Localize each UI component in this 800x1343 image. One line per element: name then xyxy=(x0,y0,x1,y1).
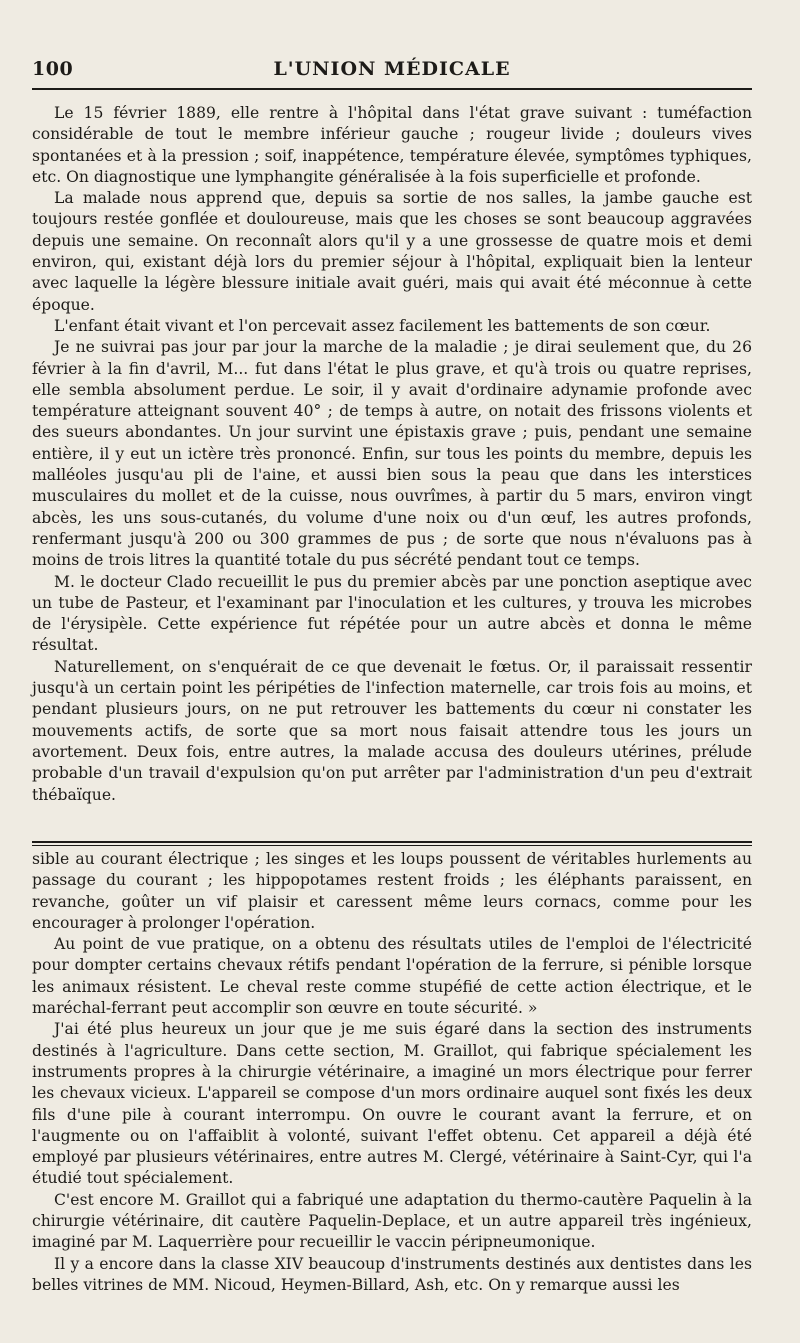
article-paragraph: Je ne suivrai pas jour par jour la marche de la maladie ; je dirai seulement que, du 26 février à la fin d'avril, M... fut dans l'état le plus grave, et qu'à trois ou quatre reprises, elle sembla absolument perdue. Le soir, il y avait d'ordinaire adynamie profonde avec température atteignant souvent 40° ; de temps à autre, on notait des frissons violents et des sueurs abondantes. Un jour survint une épistaxis grave ; puis, pendant une semaine entière, il y eut un ictère très prononcé. Enfin, sur tous les points du membre, depuis les malléoles jusqu'au pli de l'aine, et aussi bien sous la peau que dans les interstices musculaires du mollet et de la cuisse, nous ouvrîmes, à partir du 5 mars, environ vingt abcès, les uns sous-cutanés, du volume d'une noix ou d'un œuf, les autres profonds, renfermant jusqu'à 200 ou 300 grammes de pus ; de sorte que nous n'évaluons pas à moins de trois litres la quantité totale du pus sécrété pendant tout ce temps. xyxy=(32,338,752,570)
article-paragraph: L'enfant était vivant et l'on percevait assez facilement les battements de son cœur. xyxy=(54,316,711,335)
page-number: 100 xyxy=(32,58,74,80)
article-paragraph: J'ai été plus heureux un jour que je me suis égaré dans la section des instruments destinés à l'agriculture. Dans cette section, M. Graillot, qui fabrique spécialement les instruments propres à la chirurgie vétérinaire, a imaginé un mors électrique pour ferrer les chevaux vicieux. L'appareil se compose d'un mors ordinaire auquel sont fixés les deux fils d'une pile à courant interrompu. On ouvre le courant avant la ferrure, et on l'augmente ou on l'affaiblit à volonté, suivant l'effet obtenu. Cet appareil a déjà été employé par plusieurs vétérinaires, entre autres M. Clergé, vétérinaire à Saint-Cyr, qui l'a étudié tout spécialement. xyxy=(32,1020,752,1188)
journal-title: L'UNION MÉDICALE xyxy=(273,58,511,80)
page-header xyxy=(32,52,752,88)
article-paragraph: Au point de vue pratique, on a obtenu des résultats utiles de l'emploi de l'électricité pour dompter certains chevaux rétifs pendant l'opération de la ferrure, si pénible lorsque les animaux résistent. Le cheval reste comme stupéfié de cette action électrique, et le maréchal-ferrant peut accomplir son œuvre en toute sécurité. » xyxy=(32,935,752,1018)
article-paragraph: Naturellement, on s'enquérait de ce que devenait le fœtus. Or, il paraissait ressentir jusqu'à un certain point les péripéties de l'infection maternelle, car trois fois au moins, et pendant plusieurs jours, on ne put retrouver les battements du cœur ni constater les mouvements actifs, de sorte que sa mort nous faisait attendre tous les jours un avortement. Deux fois, entre autres, la malade accusa des douleurs utérines, prélude probable d'un travail d'expulsion qu'on put arrêter par l'administration d'un peu d'extrait thébaïque. xyxy=(32,657,752,804)
feuilleton-article xyxy=(32,849,752,1296)
article-paragraph: M. le docteur Clado recueillit le pus du premier abcès par une ponction aseptique avec un tube de Pasteur, et l'examinant par l'inoculation et les cultures, y trouva les microbes de l'érysipèle. Cette expérience fut répétée pour un autre abcès et donna le même résultat. xyxy=(32,572,752,655)
article-paragraph: Le 15 février 1889, elle rentre à l'hôpital dans l'état grave suivant : tuméfaction considérable de tout le membre inférieur gauche ; rougeur livide ; douleurs vives spontanées et à la pression ; soif, inappétence, température élevée, symptômes typhiques, etc. On diagnostique une lymphangite généralisée à la fois superficielle et profonde. xyxy=(32,104,752,186)
header-rule xyxy=(32,88,752,90)
feuilleton-separator xyxy=(32,841,752,843)
article-paragraph: C'est encore M. Graillot qui a fabriqué une adaptation du thermo-cautère Paquelin à la chirurgie vétérinaire, dit cautère Paquelin-Deplace, et un autre appareil très ingénieux, imaginé par M. Laquerrière pour recueillir le vaccin péripneumonique. xyxy=(32,1190,752,1252)
article-paragraph: La malade nous apprend que, depuis sa sortie de nos salles, la jambe gauche est toujours restée gonflée et douloureuse, mais que les choses se sont beaucoup aggravées depuis une semaine. On reconnaît alors qu'il y a une grossesse de quatre mois et demi environ, qui, existant déjà lors du premier séjour à l'hôpital, expliquait bien la lenteur avec laquelle la légère blessure initiale avait guéri, mais qui avait été méconnue à cette époque. xyxy=(32,189,752,314)
medical-case-article xyxy=(32,103,752,806)
article-continuation: sible au courant électrique ; les singes et les loups poussent de véritables hurlements au passage du courant ; les hippopotames restent froids ; les éléphants paraissent, en revanche, goûter un vif plaisir et caressent même leurs cornacs, comme pour les encourager à prolonger l'opération. xyxy=(32,850,752,932)
article-paragraph: Il y a encore dans la classe XIV beaucoup d'instruments destinés aux dentistes dans les belles vitrines de MM. Nicoud, Heymen-Billard, Ash, etc. On y remarque aussi les xyxy=(32,1254,752,1294)
